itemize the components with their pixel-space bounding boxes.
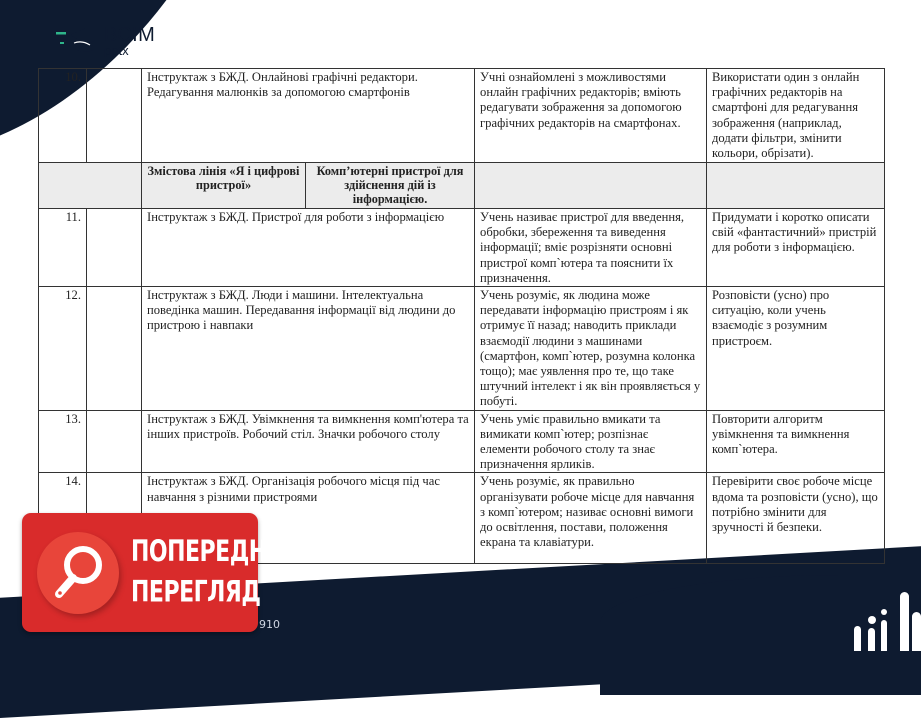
lesson-outcomes: Учень уміє правильно вмикати та вимикати комп`ютер; розпізнає елементи робочого столу та знає призначення ярликів. xyxy=(475,410,707,473)
table-row xyxy=(39,209,885,287)
lesson-homework: Придумати і коротко описати свій «фантастичний» пристрій для роботи з інформацією. xyxy=(707,209,885,287)
section-title: Змістова лінія «Я і цифрові пристрої» xyxy=(142,163,306,209)
lesson-outcomes: Учень розуміє, як правильно організувати робоче місце для навчання з комп`ютером; називає основні вимоги до освітлення, постави, положення екрана та клавіатури. xyxy=(475,473,707,564)
section-topic: Комп’ютерні пристрої для здійснення дій із інформацією. xyxy=(306,163,475,209)
magnifier-icon xyxy=(37,532,119,614)
lesson-number: 14. xyxy=(39,473,87,564)
lesson-homework: Використати один з онлайн графічних редакторів на смартфоні для редагування зображення (наприклад, додати фільтри, змінити кольори, обрізати). xyxy=(707,69,885,163)
section-empty-cell xyxy=(475,163,707,209)
lesson-number: 12. xyxy=(39,287,87,411)
lesson-outcomes: Учень називає пристрої для введення, обробки, збереження та виведення інформації; вміє розрізняти основні пристрої комп`ютера та пояснити їх призначення. xyxy=(475,209,707,287)
section-empty-cell xyxy=(39,163,142,209)
lesson-homework: Розповісти (усно) про ситуацію, коли учень взаємодіє з розумним пристроєм. xyxy=(707,287,885,411)
preview-label-line1: ПОПЕРЕДНІЙ xyxy=(131,534,293,569)
lesson-number: 13. xyxy=(39,410,87,473)
lesson-homework: Повторити алгоритм увімкнення та вимкнення комп`ютера. xyxy=(707,410,885,473)
logo-sub: pptx xyxy=(104,43,129,58)
preview-label-line2: ПЕРЕГЛЯД xyxy=(131,575,261,609)
section-row xyxy=(39,163,885,209)
page-number: 910 xyxy=(259,618,280,631)
logo-brand: ВСІМ xyxy=(104,24,156,46)
lesson-date xyxy=(87,209,142,287)
lesson-outcomes: Учень розуміє, як людина може передавати інформацію пристроям і як отримує її назад; наводить приклади взаємодії людини з машинами (смартфон, комп`ютер, розумна колонка тощо); має уявлення про те, що таке штучний інтелект і як він проявляється у побуті. xyxy=(475,287,707,411)
graduation-cap-icon xyxy=(50,26,102,56)
lesson-plan-table xyxy=(38,68,885,564)
lesson-topic: Інструктаж з БЖД. Організація робочого місця під час навчання з різними пристроями xyxy=(142,473,475,564)
lesson-homework: Перевірити своє робоче місце вдома та розповісти (усно), що потрібно змінити для зручності й безпеки. xyxy=(707,473,885,564)
lesson-outcomes: Учні ознайомлені з можливостями онлайн графічних редакторів; вміють редагувати зображення за допомогою графічних редакторів на смартфонах. xyxy=(475,69,707,163)
table-row xyxy=(39,287,885,411)
lesson-date xyxy=(87,287,142,411)
lesson-topic: Інструктаж з БЖД. Онлайнові графічні редактори. Редагування малюнків за допомогою смартфонів xyxy=(142,69,475,163)
section-empty-cell xyxy=(707,163,885,209)
lesson-date xyxy=(87,410,142,473)
table-row xyxy=(39,69,885,163)
lesson-topic: Інструктаж з БЖД. Пристрої для роботи з інформацією xyxy=(142,209,475,287)
table-row xyxy=(39,410,885,473)
bars-decoration-icon xyxy=(850,588,921,656)
lesson-number: 10. xyxy=(39,69,87,163)
lesson-topic: Інструктаж з БЖД. Люди і машини. Інтелектуальна поведінка машин. Передавання інформації від людини до пристрою і навпаки xyxy=(142,287,475,411)
lesson-date xyxy=(87,69,142,163)
lesson-topic: Інструктаж з БЖД. Увімкнення та вимкнення комп'ютера та інших пристроїв. Робочий стіл. Значки робочого столу xyxy=(142,410,475,473)
lesson-number: 11. xyxy=(39,209,87,287)
site-logo[interactable] xyxy=(50,25,155,57)
